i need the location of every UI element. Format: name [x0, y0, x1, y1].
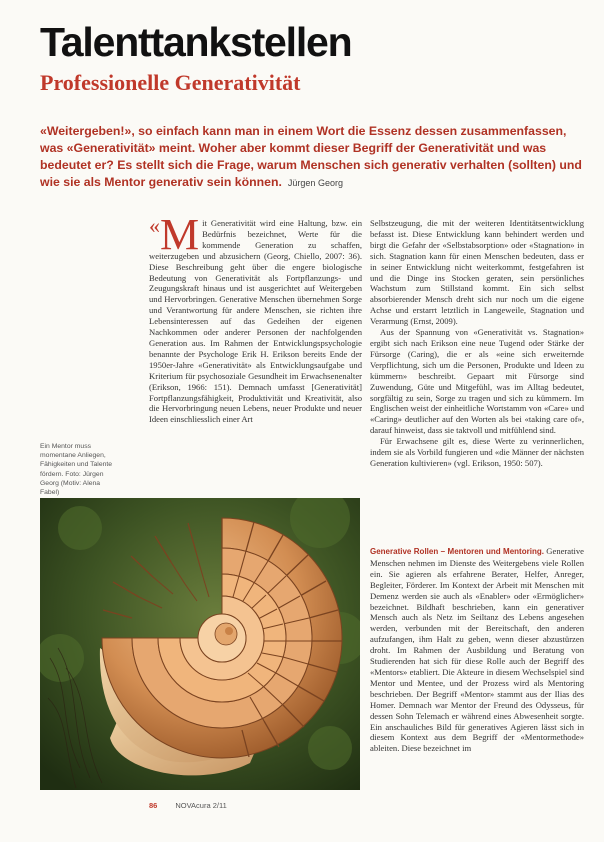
article-subtitle: Professionelle Generativität	[40, 70, 301, 95]
body-paragraph: Generative Menschen nehmen im Dienste des Weitergebens viele Rollen ein. Sie agieren als erfahrene Berater, Helfer, Anreger, Begleiter, Förderer. Im Kontext der Arbeit mit Menschen mit Demenz werden sie auch als «Enabler» oder «Ermöglicher» bezeichnet. Bildhaft beschrieben, kann ein generativer Mensch auch als Netz im Seiltanz des Lebens angesehen werden, verbunden mit der Bereitschaft, den anderen aufzufangen, ihm Halt zu geben, wenn dieser abzustürzen droht. Im Rahmen der Ausbildung und Beratung von Studierenden hat sich für diese Rolle auch der Begriff des «Mentors» etabliert. Die Akteure in diesem Wechselspiel sind Mentor und Mentee, und der Prozess wird als Mentoring beschrieben. Der Begriff «Mentor» stammt aus der Ilias des Homer. Demnach war Mentor der Freund des Odysseus, für dessen Sohn Telemach er während eines Abwesenheit sorgte. Ein anschauliches Bild für generatives Agieren lässt sich in diesem Kontext aus dem Begriff der «Mentormethode» ableiten. Diese bezeichnet im	[370, 546, 584, 754]
body-column-3	[370, 546, 584, 834]
page-footer	[149, 801, 227, 810]
issue-label: NOVAcura 2/11	[175, 801, 227, 810]
article-title: Talenttankstellen	[40, 19, 352, 65]
section-heading: Generative Rollen – Mentoren und Mentoring.	[370, 547, 544, 556]
body-paragraph: Aus der Spannung von «Generativität vs. Stagnation» ergibt sich nach Erikson eine neue Tugend oder Stärke der Fürsorge (Caring), die er als «eine sich erweiternde Verpflichtung, sich um die Personen, Produkte und Ideen zu kümmern» beschreibt. Gepaart mit Fürsorge sind Zuwendung, Güte und Mitgefühl, was im Alltag bedeutet, sorgfältig zu sein, Sorge zu tragen und sich zu kümmern. Im Englischen weist der einheitliche Wortstamm von «Care» und «Caring» deutlicher auf den Worten als bei «taking care of», darauf hinweist, dass sie taktvoll und mitfühlend sind.	[370, 327, 584, 436]
photo-caption: Ein Mentor muss momentane Anliegen, Fähigkeiten und Talente fördern. Foto: Jürgen Georg (Motiv: Alena Fabel)	[40, 443, 113, 497]
lead-text: «Weitergeben!», so einfach kann man in einem Wort die Essenz dessen zusammenfassen, was «Generativität» meint. Woher aber kommt dieser Begriff der Generativität und was bedeutet er? Es stellt sich die Frage, warum Menschen sich generativ verhalten (sollten) und wie sie als Mentor generativ sein können.	[40, 124, 582, 189]
body-paragraph: Für Erwachsene gilt es, diese Werte zu verinnerlichen, indem sie als Vorbild fungieren und «die Männer der nächsten Generation kultivieren» (vgl. Erikson, 1950: 507).	[370, 436, 584, 468]
page-number: 86	[149, 801, 158, 810]
sculpture-photo	[40, 498, 360, 790]
body-column-2	[370, 218, 584, 543]
body-paragraph: it Generativität wird eine Haltung, bzw. ein Bedürfnis bezeichnet, Werte für die kommende Generation zu schaffen, weiterzugeben und abzusichern (Georg, Chiello, 2007: 36). Diese Beschreibung geht über die engere biologische Bedeutung von Generativität als Fortpflanzungs- und Zeugungskraft hinaus und ist ausgerichtet auf Weitergeben und Hervorbringen. Generative Menschen übernehmen Sorge und Verantwortung für andere Menschen, sie richten ihre Lebensinteressen auf das Gedeihen der eigenen Nachkommen oder anderer Personen der nachfolgenden Generation aus. Im Rahmen der Entwicklungspsychologie benannte der Psychologe Erik H. Erikson bereits Ende der 1950er-Jahre «Generativität» als Entwicklungsaufgabe und Kriterium für psychosoziale Gesundheit im Erwachsenenalter (Erikson, 1966: 151). Demnach umfasst [Generativität] Fortpflanzungsfähigkeit, Produktivität und Kreativität, also die Hervorbringung neuen Lebens, neuer Produkte und neuer Ideen einschliesslich einer Art	[149, 218, 362, 425]
body-paragraph: Selbstzeugung, die mit der weiteren Identitätsentwicklung befasst ist. Diese Entwicklung kann behindert werden und birgt die Gefahr der «Selbstabsorption» oder «Stagnation» in sich. Stagnation kann für einen Menschen bedeuten, dass er in seiner Entwicklung nicht weiterkommt, festgefahren ist und die Dinge ins Stocken geraten, sein persönliches Wachstum zum Stillstand kommt. Ein sich selbst absorbierender Mensch dreht sich nur noch um die eigene Achse und erstarrt letztlich in Langeweile, Stagnation und Verarmung (Ernst, 2009).	[370, 218, 584, 327]
ammonite-sculpture-icon	[40, 498, 360, 790]
drop-cap-quote: «	[149, 218, 160, 238]
drop-cap	[149, 218, 200, 259]
body-column-1	[149, 218, 362, 486]
author-name: Jürgen Georg	[287, 178, 343, 188]
lead-paragraph	[40, 123, 585, 192]
drop-cap-letter: M	[160, 218, 200, 259]
